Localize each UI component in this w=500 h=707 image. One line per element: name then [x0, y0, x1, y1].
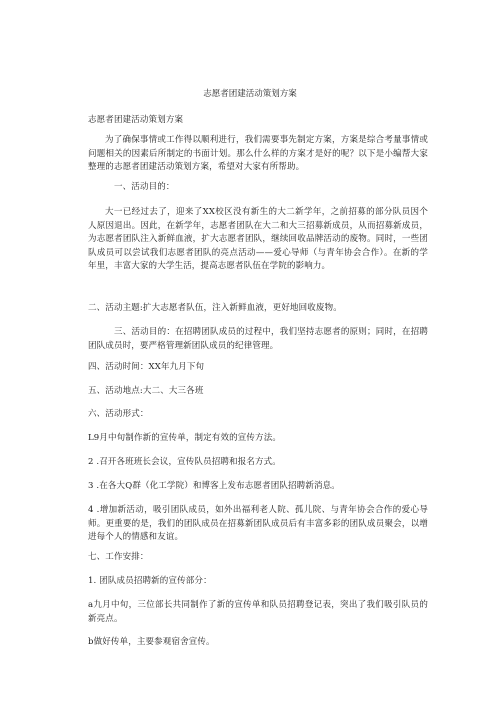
- form-item-1: L9月中旬制作新的宣传单，制定有效的宣传方法。: [88, 433, 282, 443]
- section-1-heading: 一、活动目的：: [114, 182, 175, 192]
- work-item-a: a九月中旬，三位部长共同制作了新的宣传单和队员招聘登记表，突出了我们吸引队员的新亮点。: [88, 600, 428, 624]
- intro-paragraph: 为了确保事情或工作得以顺利进行，我们需要事先制定方案，方案是综合考量事情或问题相关的因素后所制定的书面计划。那么什么样的方案才是好的呢？以下是小编帮大家整理的志愿者团建活动策划方案，希望对大家有所帮助。: [88, 135, 428, 172]
- work-item-b: b做好传单，主要参观宿舍宣传。: [88, 637, 215, 647]
- section-3: 三、活动目的：在招聘团队成员的过程中，我们坚持志愿者的原则；同时，在招聘团队成员时，要严格管理新团队成员的纪律管理。: [88, 327, 428, 351]
- document-subtitle: 志愿者团建活动策划方案: [88, 115, 184, 125]
- section-2: 二、活动主题:扩大志愿者队伍，注入新鲜血液，更好地回收废物。: [88, 303, 342, 313]
- section-4: 四、活动时间：XX年九月下旬: [88, 362, 205, 372]
- form-item-4: 4 .增加新活动，吸引团队成员，如外出福利老人院、孤儿院、与青年协会合作的爱心导师。更重要的是，我们的团队成员在招募新团队成员后有丰富多彩的团队成员聚会，以增进每个人的情感和友谊。: [88, 505, 428, 542]
- form-item-3: 3 .在各大Q群（化工学院）和博客上发布志愿者团队招聘新消息。: [88, 481, 340, 491]
- section-1-body: 大一已经过去了，迎来了XX校区没有新生的大二新学年，之前招募的部分队员因个人原因退出。因此，在新学年，志愿者团队在大二和大三招募新成员，从而招募新成员，为志愿者团队注入新鲜血液，扩大志愿者团队，继续回收品牌活动的废物。同时，一些团队成员可以尝试我们志愿者团队的亮点活动——爱心导师（与青年协会合作）。在新的学年里，丰富大家的大学生活，提高志愿者队伍在学院的影响力。: [88, 207, 428, 271]
- form-item-2: 2 .召开各班班长会议，宣传队员招聘和报名方式。: [88, 457, 281, 467]
- section-5: 五、活动地点:大二、大三各班: [88, 386, 204, 396]
- work-item-1: 1. 团队成员招聘新的宣传部分：: [88, 576, 212, 586]
- document-title: 志愿者团建活动策划方案: [203, 89, 297, 99]
- section-6-heading: 六、活动形式：: [88, 409, 149, 419]
- section-7-heading: 七、工作安排：: [88, 552, 149, 562]
